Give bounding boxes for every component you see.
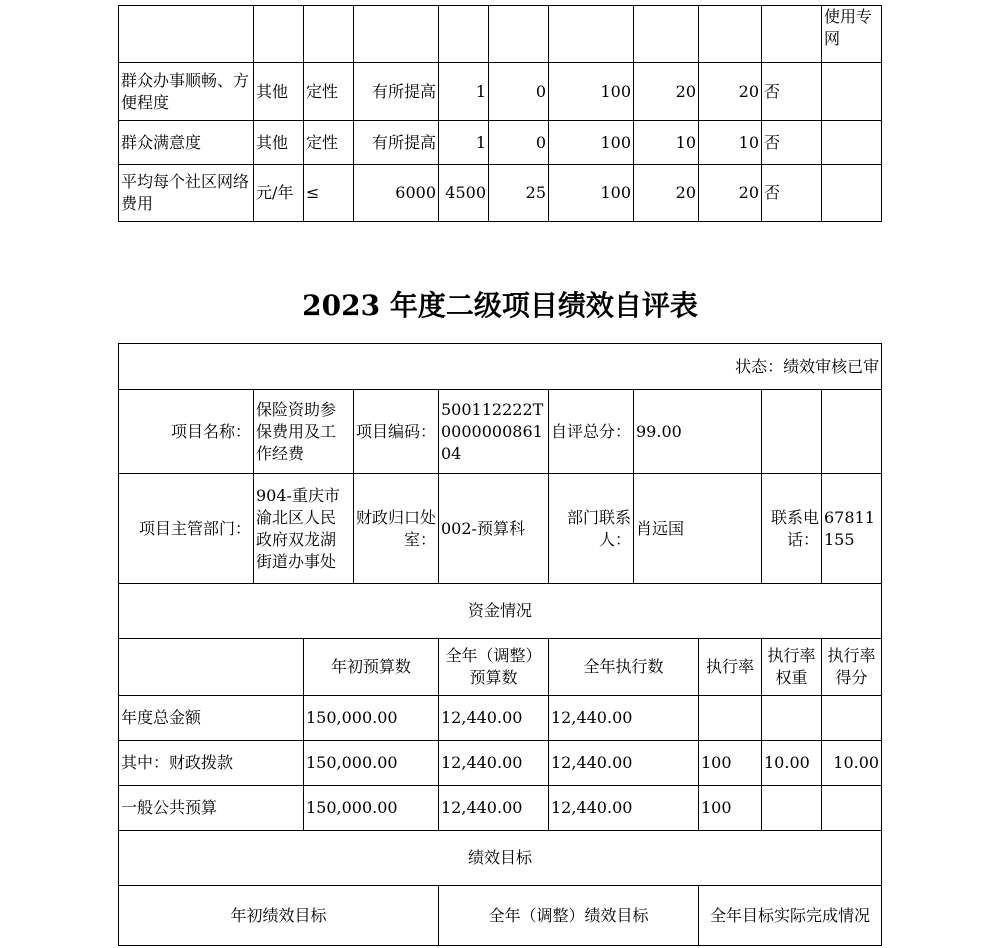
indicator-nature: 定性 (304, 121, 354, 165)
project-code: 500112222T000000086104 (439, 390, 549, 474)
perf-heading: 绩效目标 (119, 831, 882, 886)
indicator-flag: 否 (762, 121, 822, 165)
indicator-value: 20 (699, 63, 762, 121)
dept-label: 项目主管部门： (119, 474, 254, 584)
col-header: 全年执行数 (549, 639, 699, 696)
fund-weight (762, 696, 822, 741)
indicator-value: 25 (489, 165, 549, 222)
indicator-flag: 否 (762, 63, 822, 121)
indicator-value: 100 (549, 121, 634, 165)
fund-score: 10.00 (822, 741, 882, 786)
project-name-label: 项目名称： (119, 390, 254, 474)
table-row (119, 63, 882, 121)
project-code-label: 项目编码： (354, 390, 439, 474)
fund-adjusted: 12,440.00 (439, 786, 549, 831)
self-evaluation-table (118, 343, 882, 946)
indicator-table (118, 5, 882, 222)
funds-heading: 资金情况 (119, 584, 882, 639)
indicator-type: 元/年 (254, 165, 304, 222)
indicator-name: 群众满意度 (119, 121, 254, 165)
table-row (119, 831, 882, 886)
table-row (119, 584, 882, 639)
table-row (119, 165, 882, 222)
score-value: 99.00 (634, 390, 762, 474)
fund-weight: 10.00 (762, 741, 822, 786)
col-header: 执行率 (699, 639, 762, 696)
indicator-value: 10 (699, 121, 762, 165)
col-header: 执行率得分 (822, 639, 882, 696)
finance-value: 002-预算科 (439, 474, 549, 584)
indicator-value: 100 (549, 63, 634, 121)
table-row (119, 390, 882, 474)
status-text: 状态：绩效审核已审 (119, 344, 882, 390)
perf-col-header: 年初绩效目标 (119, 886, 439, 946)
fund-weight (762, 786, 822, 831)
indicator-value: 4500 (439, 165, 489, 222)
table-row (119, 6, 882, 63)
header-cell: 使用专网 (822, 6, 882, 63)
indicator-target: 6000 (354, 165, 439, 222)
perf-col-header: 全年目标实际完成情况 (699, 886, 882, 946)
fund-initial: 150,000.00 (304, 741, 439, 786)
indicator-type: 其他 (254, 121, 304, 165)
col-header: 年初预算数 (304, 639, 439, 696)
score-label: 自评总分： (549, 390, 634, 474)
table-row (119, 886, 882, 946)
dept-value: 904-重庆市渝北区人民政府双龙湖街道办事处 (254, 474, 354, 584)
col-header: 执行率权重 (762, 639, 822, 696)
indicator-type: 其他 (254, 63, 304, 121)
table-row (119, 696, 882, 741)
table-row (119, 474, 882, 584)
indicator-value: 100 (549, 165, 634, 222)
fund-executed: 12,440.00 (549, 696, 699, 741)
table-row (119, 121, 882, 165)
indicator-value: 10 (634, 121, 699, 165)
perf-col-header: 全年（调整）绩效目标 (439, 886, 699, 946)
phone-label: 联系电话： (762, 474, 822, 584)
fund-rate: 100 (699, 786, 762, 831)
indicator-value: 0 (489, 121, 549, 165)
table-row (119, 786, 882, 831)
indicator-nature: 定性 (304, 63, 354, 121)
fund-score (822, 786, 882, 831)
col-header: 全年（调整）预算数 (439, 639, 549, 696)
table-row (119, 344, 882, 390)
table-row (119, 639, 882, 696)
phone-value: 67811155 (822, 474, 882, 584)
fund-label: 年度总金额 (119, 696, 304, 741)
fund-adjusted: 12,440.00 (439, 696, 549, 741)
fund-adjusted: 12,440.00 (439, 741, 549, 786)
indicator-name: 群众办事顺畅、方便程度 (119, 63, 254, 121)
indicator-target: 有所提高 (354, 63, 439, 121)
indicator-name: 平均每个社区网络费用 (119, 165, 254, 222)
fund-executed: 12,440.00 (549, 741, 699, 786)
fund-rate: 100 (699, 741, 762, 786)
fund-score (822, 696, 882, 741)
contact-value: 肖远国 (634, 474, 762, 584)
indicator-value: 1 (439, 121, 489, 165)
fund-initial: 150,000.00 (304, 696, 439, 741)
indicator-nature: ≤ (304, 165, 354, 222)
indicator-target: 有所提高 (354, 121, 439, 165)
table-row (119, 741, 882, 786)
indicator-value: 20 (634, 165, 699, 222)
page-title: 2023 年度二级项目绩效自评表 (302, 289, 698, 322)
indicator-value: 20 (634, 63, 699, 121)
contact-label: 部门联系人： (549, 474, 634, 584)
fund-initial: 150,000.00 (304, 786, 439, 831)
fund-rate (699, 696, 762, 741)
fund-executed: 12,440.00 (549, 786, 699, 831)
project-name: 保险资助参保费用及工作经费 (254, 390, 354, 474)
indicator-value: 1 (439, 63, 489, 121)
fund-label: 其中：财政拨款 (119, 741, 304, 786)
indicator-flag: 否 (762, 165, 822, 222)
fund-label: 一般公共预算 (119, 786, 304, 831)
indicator-value: 20 (699, 165, 762, 222)
finance-label: 财政归口处室： (354, 474, 439, 584)
indicator-value: 0 (489, 63, 549, 121)
